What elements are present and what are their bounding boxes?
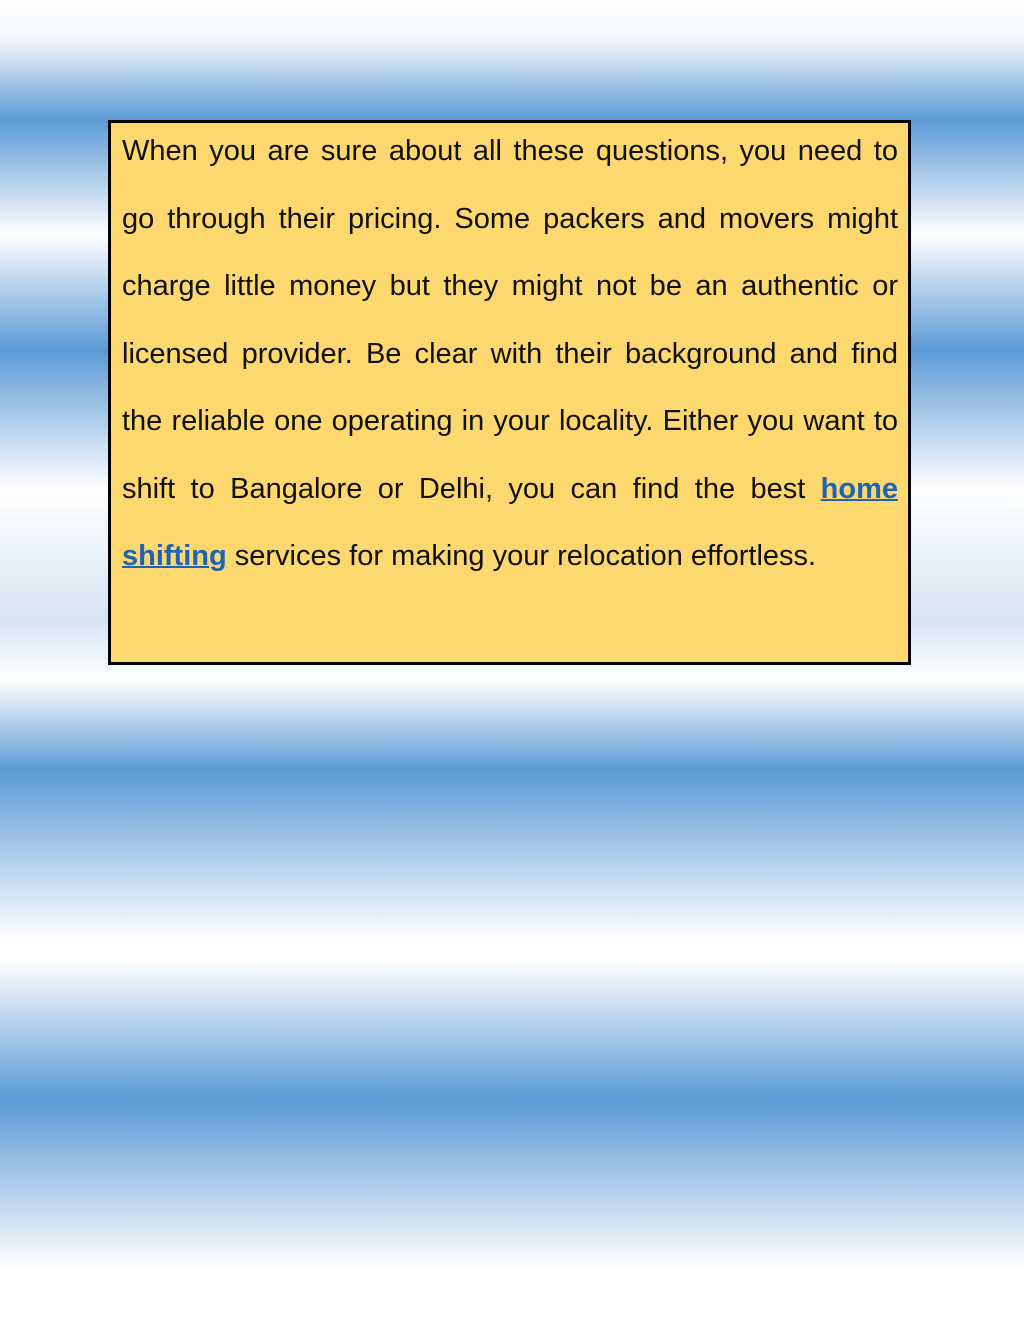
highlighted-text-box [108,120,911,665]
paragraph-text-end: services for making your relocation effortless. [226,540,817,572]
home-shifting-link[interactable]: home shifting [122,472,898,572]
body-paragraph [122,118,898,591]
paragraph-text-start: When you are sure about all these questions, you need to go through their pricing. Some packers and movers might charge little money but they might not be an authentic or licensed provider. Be clear with their background and find the reliable one operating in your locality. Either you want to shift to Bangalore or Delhi, you can find the best [122,135,898,505]
